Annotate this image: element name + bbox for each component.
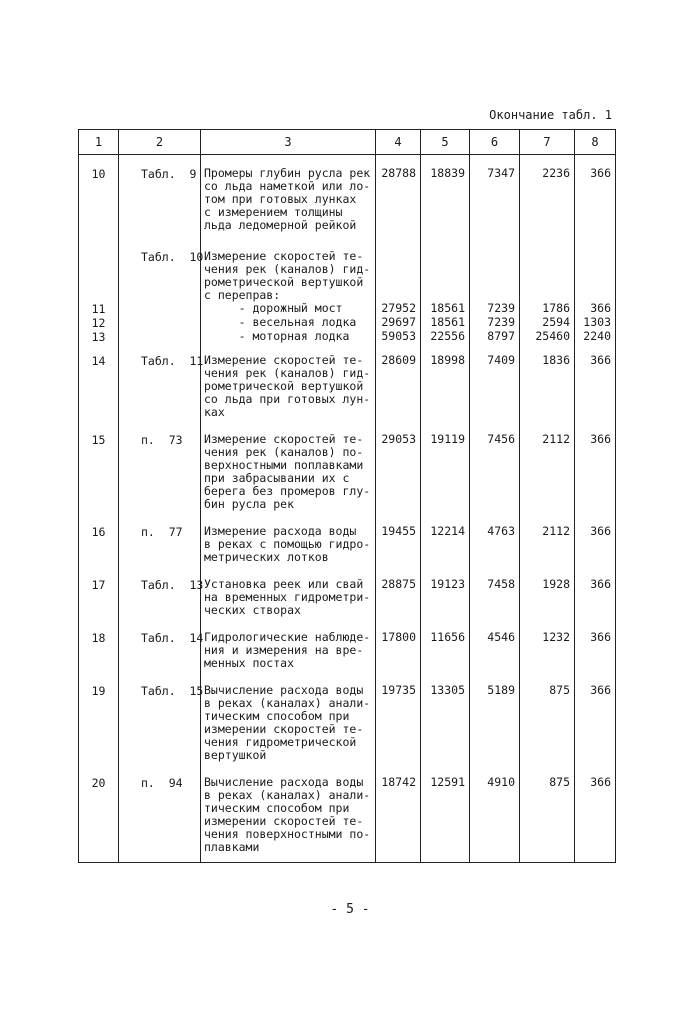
- description-line: Измерение расхода воды: [204, 525, 357, 538]
- description-line: менных постах: [204, 657, 295, 670]
- description-line: Вычисление расхода воды: [204, 684, 364, 697]
- table-row: [79, 511, 616, 564]
- value-col-4: 28875: [376, 564, 421, 617]
- value-col-6: 4910: [470, 762, 520, 863]
- value-col-7: 1786: [520, 302, 575, 316]
- work-description: [201, 302, 376, 316]
- table-row: [79, 344, 616, 419]
- value-col-7: 2236: [520, 155, 575, 233]
- source-reference: п. 73: [119, 419, 201, 511]
- value-col-4: 17800: [376, 617, 421, 670]
- description-line: чения рек (каналов) гид-: [204, 263, 371, 276]
- row-number: 16: [79, 511, 119, 564]
- description-line: бин русла рек: [204, 498, 295, 511]
- work-description: [201, 344, 376, 419]
- description-line: метрических лотков: [204, 551, 329, 564]
- description-line: верхностными поплавками: [204, 459, 364, 472]
- value-col-6: 7347: [470, 155, 520, 233]
- description-line: льда ледомерной рейкой: [204, 219, 357, 232]
- value-col-7: 875: [520, 670, 575, 762]
- value-col-4: 27952: [376, 302, 421, 316]
- value-col-7: 2594: [520, 316, 575, 330]
- source-reference: п. 77: [119, 511, 201, 564]
- description-line: в реках с помощью гидро-: [204, 538, 371, 551]
- value-col-6: 7239: [470, 316, 520, 330]
- value-col-6: 7458: [470, 564, 520, 617]
- value-col-5: 12591: [421, 762, 470, 863]
- work-description: [201, 155, 376, 233]
- value-col-8: 366: [575, 564, 616, 617]
- work-description: [201, 316, 376, 330]
- table-row: [79, 762, 616, 863]
- description-line: Измерение скоростей те-: [204, 433, 364, 446]
- value-col-5: 13305: [421, 670, 470, 762]
- description-line: Установка реек или свай: [204, 578, 364, 591]
- table-row: [79, 155, 616, 233]
- value-col-5: 19123: [421, 564, 470, 617]
- value-col-7: 1232: [520, 617, 575, 670]
- table-row: [79, 232, 616, 302]
- source-reference: [119, 316, 201, 330]
- value-col-6: 7239: [470, 302, 520, 316]
- value-col-6: 4763: [470, 511, 520, 564]
- table-row: [79, 330, 616, 344]
- source-reference: Табл. 15: [119, 670, 201, 762]
- value-col-5: 18561: [421, 316, 470, 330]
- work-description: [201, 511, 376, 564]
- value-col-5: 18839: [421, 155, 470, 233]
- value-col-8: 366: [575, 419, 616, 511]
- page-number: - 5 -: [330, 902, 370, 917]
- row-number: 10: [79, 155, 119, 233]
- row-number: [79, 232, 119, 302]
- work-description: [201, 330, 376, 344]
- description-line: в реках (каналах) анали-: [204, 697, 371, 710]
- description-line: рометрической вертушкой: [204, 276, 364, 289]
- description-line: берега без промеров глу-: [204, 485, 371, 498]
- value-col-7: [520, 232, 575, 302]
- value-col-6: 7409: [470, 344, 520, 419]
- work-description: [201, 419, 376, 511]
- source-reference: п. 94: [119, 762, 201, 863]
- value-col-4: 29697: [376, 316, 421, 330]
- row-number: 13: [79, 330, 119, 344]
- description-line: плавками: [204, 841, 260, 854]
- table-row: [79, 564, 616, 617]
- row-number: 12: [79, 316, 119, 330]
- work-description: [201, 670, 376, 762]
- value-col-5: 19119: [421, 419, 470, 511]
- value-col-6: 7456: [470, 419, 520, 511]
- value-col-8: 366: [575, 511, 616, 564]
- description-line: со льда при готовых лун-: [204, 393, 371, 406]
- table-row: [79, 419, 616, 511]
- value-col-5: 18561: [421, 302, 470, 316]
- col-header-8: 8: [575, 130, 616, 155]
- work-description: [201, 617, 376, 670]
- description-line: тическим способом при: [204, 802, 350, 815]
- row-number: 19: [79, 670, 119, 762]
- value-col-8: [575, 232, 616, 302]
- source-reference: [119, 302, 201, 316]
- description-line: с переправ:: [204, 289, 281, 302]
- row-number: 14: [79, 344, 119, 419]
- value-col-7: 1836: [520, 344, 575, 419]
- table-row: [79, 617, 616, 670]
- description-line: - весельная лодка: [204, 316, 357, 329]
- value-col-7: 2112: [520, 419, 575, 511]
- value-col-8: 1303: [575, 316, 616, 330]
- description-line: Вычисление расхода воды: [204, 776, 364, 789]
- value-col-5: 11656: [421, 617, 470, 670]
- value-col-7: 25460: [520, 330, 575, 344]
- source-reference: [119, 330, 201, 344]
- value-col-8: 366: [575, 155, 616, 233]
- value-col-4: 19735: [376, 670, 421, 762]
- work-description: [201, 232, 376, 302]
- value-col-4: 29053: [376, 419, 421, 511]
- value-col-8: 366: [575, 302, 616, 316]
- col-header-2: 2: [119, 130, 201, 155]
- value-col-5: 18998: [421, 344, 470, 419]
- norms-table: [78, 129, 615, 863]
- work-description: [201, 564, 376, 617]
- description-line: Гидрологические наблюде-: [204, 631, 371, 644]
- value-col-8: 366: [575, 344, 616, 419]
- row-number: 20: [79, 762, 119, 863]
- value-col-7: 1928: [520, 564, 575, 617]
- value-col-4: 19455: [376, 511, 421, 564]
- col-header-3: 3: [201, 130, 376, 155]
- source-reference: Табл. 13: [119, 564, 201, 617]
- source-reference: Табл. 9: [119, 155, 201, 233]
- row-number: 15: [79, 419, 119, 511]
- description-line: в реках (каналах) анали-: [204, 789, 371, 802]
- description-line: чения рек (каналов) гид-: [204, 367, 371, 380]
- col-header-7: 7: [520, 130, 575, 155]
- col-header-5: 5: [421, 130, 470, 155]
- description-line: измерении скоростей те-: [204, 815, 364, 828]
- description-line: ках: [204, 406, 225, 419]
- description-line: - моторная лодка: [204, 330, 350, 343]
- col-header-4: 4: [376, 130, 421, 155]
- row-number: 17: [79, 564, 119, 617]
- value-col-8: 366: [575, 617, 616, 670]
- value-col-8: 366: [575, 762, 616, 863]
- description-line: вертушкой: [204, 749, 267, 762]
- value-col-6: [470, 232, 520, 302]
- table-row: [79, 316, 616, 330]
- table-header-row: [79, 130, 616, 155]
- value-col-5: [421, 232, 470, 302]
- description-line: тическим способом при: [204, 710, 350, 723]
- value-col-7: 2112: [520, 511, 575, 564]
- description-line: рометрической вертушкой: [204, 380, 364, 393]
- table-row: [79, 302, 616, 316]
- description-line: том при готовых лунках: [204, 193, 357, 206]
- value-col-4: 18742: [376, 762, 421, 863]
- source-reference: Табл. 14: [119, 617, 201, 670]
- description-line: чения рек (каналов) по-: [204, 446, 364, 459]
- description-line: Промеры глубин русла рек: [204, 167, 371, 180]
- value-col-6: 4546: [470, 617, 520, 670]
- value-col-6: 5189: [470, 670, 520, 762]
- value-col-5: 12214: [421, 511, 470, 564]
- row-number: 18: [79, 617, 119, 670]
- description-line: ческих створах: [204, 604, 301, 617]
- source-reference: Табл. 11: [119, 344, 201, 419]
- value-col-8: 366: [575, 670, 616, 762]
- description-line: чения поверхностными по-: [204, 828, 371, 841]
- value-col-4: 28788: [376, 155, 421, 233]
- description-line: при забрасывании их с: [204, 472, 350, 485]
- source-reference: Табл. 10: [119, 232, 201, 302]
- row-number: 11: [79, 302, 119, 316]
- description-line: ния и измерения на вре-: [204, 644, 364, 657]
- col-header-6: 6: [470, 130, 520, 155]
- value-col-4: 28609: [376, 344, 421, 419]
- value-col-4: [376, 232, 421, 302]
- description-line: измерении скоростей те-: [204, 723, 364, 736]
- description-line: со льда наметкой или ло-: [204, 180, 371, 193]
- table-row: [79, 670, 616, 762]
- table-caption: Окончание табл. 1: [489, 108, 612, 122]
- work-description: [201, 762, 376, 863]
- description-line: Измерение скоростей те-: [204, 250, 364, 263]
- value-col-6: 8797: [470, 330, 520, 344]
- value-col-7: 875: [520, 762, 575, 863]
- value-col-5: 22556: [421, 330, 470, 344]
- description-line: - дорожный мост: [204, 302, 343, 315]
- description-line: чения гидрометрической: [204, 736, 357, 749]
- description-line: с измерением толщины: [204, 206, 343, 219]
- value-col-4: 59053: [376, 330, 421, 344]
- col-header-1: 1: [79, 130, 119, 155]
- description-line: Измерение скоростей те-: [204, 354, 364, 367]
- value-col-8: 2240: [575, 330, 616, 344]
- description-line: на временных гидрометри-: [204, 591, 371, 604]
